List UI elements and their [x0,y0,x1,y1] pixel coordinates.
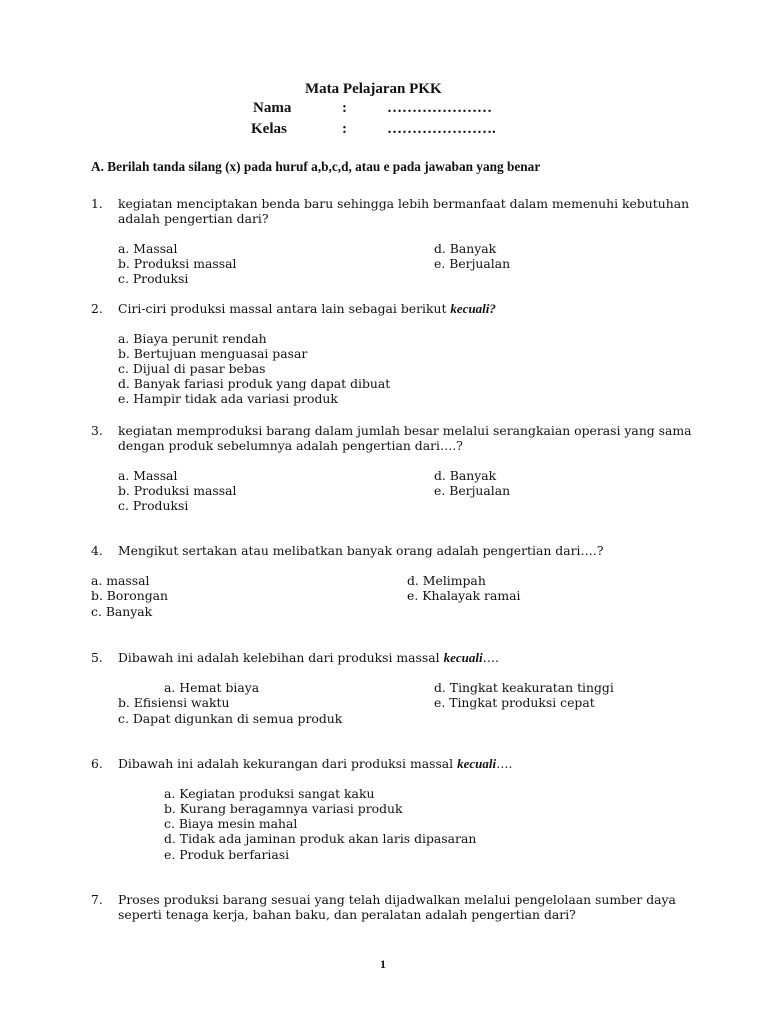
option-c: c. Banyak [91,604,153,619]
nama-fill-line: ………………… [387,100,492,116]
option-c: c. Biaya mesin mahal [164,816,298,831]
question-tail: …. [496,756,513,771]
question-text [118,301,496,316]
question-number: 5. [91,650,103,665]
question-text [118,650,499,665]
question-number: 6. [91,756,103,771]
question-keyword: kecuali [457,756,497,771]
question-tail: …. [482,650,499,665]
option-e: e. Tingkat produksi cepat [434,695,595,710]
option-d: d. Banyak fariasi produk yang dapat dibuat [118,376,391,391]
option-c: c. Produksi [118,498,189,513]
page-title: Mata Pelajaran PKK [305,81,442,97]
question-text-main: Ciri-ciri produksi massal antara lain sebagai berikut [118,301,447,316]
option-e: e. Berjualan [434,256,511,271]
option-c: c. Dijual di pasar bebas [118,361,266,376]
option-c: c. Dapat digunkan di semua produk [118,711,343,726]
kelas-fill-line: …………………. [387,121,496,137]
option-a: a. Hemat biaya [164,680,260,695]
option-b: b. Efisiensi waktu [118,695,230,710]
option-b: b. Produksi massal [118,256,237,271]
option-a: a. Biaya perunit rendah [118,331,267,346]
question-text: Mengikut sertakan atau melibatkan banyak orang adalah pengertian dari….? [118,543,604,558]
section-a-instruction: A. Berilah tanda silang (x) pada huruf a,b,c,d, atau e pada jawaban yang benar [91,159,541,174]
nama-colon: : [342,100,347,116]
question-number: 1. [91,196,103,211]
kelas-label: Kelas [251,121,287,137]
option-b: b. Bertujuan menguasai pasar [118,346,308,361]
option-a: a. Massal [118,468,178,483]
question-text-main: Dibawah ini adalah kekurangan dari produksi massal [118,756,454,771]
option-e: e. Khalayak ramai [407,588,521,603]
kelas-colon: : [342,121,347,137]
question-keyword: kecuali? [450,301,496,316]
question-text [118,756,512,771]
page-number: 1 [380,957,386,971]
option-d: d. Tidak ada jaminan produk akan laris dipasaran [164,831,477,846]
question-text: Proses produksi barang sesuai yang telah dijadwalkan melalui pengelolaan sumber daya [118,892,676,907]
option-e: e. Hampir tidak ada variasi produk [118,391,338,406]
option-d: d. Banyak [434,468,497,483]
question-number: 2. [91,301,103,316]
question-number: 7. [91,892,103,907]
option-b: b. Borongan [91,588,169,603]
question-text: kegiatan menciptakan benda baru sehingga lebih bermanfaat dalam memenuhi kebutuhan [118,196,690,211]
option-b: b. Produksi massal [118,483,237,498]
option-a: a. Kegiatan produksi sangat kaku [164,786,375,801]
option-c: c. Produksi [118,271,189,286]
option-e: e. Berjualan [434,483,511,498]
question-text: adalah pengertian dari? [118,211,269,226]
question-number: 4. [91,543,103,558]
option-b: b. Kurang beragamnya variasi produk [164,801,403,816]
question-text-main: Dibawah ini adalah kelebihan dari produksi massal [118,650,440,665]
option-d: d. Tingkat keakuratan tinggi [434,680,614,695]
option-a: a. massal [91,573,150,588]
option-d: d. Melimpah [407,573,486,588]
question-text: kegiatan memproduksi barang dalam jumlah besar melalui serangkaian operasi yang sama [118,423,692,438]
option-d: d. Banyak [434,241,497,256]
nama-label: Nama [253,100,292,116]
question-keyword: kecuali [443,650,483,665]
question-text: dengan produk sebelumnya adalah pengertian dari….? [118,438,463,453]
option-e: e. Produk berfariasi [164,847,290,862]
question-text: seperti tenaga kerja, bahan baku, dan peralatan adalah pengertian dari? [118,907,576,922]
option-a: a. Massal [118,241,178,256]
question-number: 3. [91,423,103,438]
